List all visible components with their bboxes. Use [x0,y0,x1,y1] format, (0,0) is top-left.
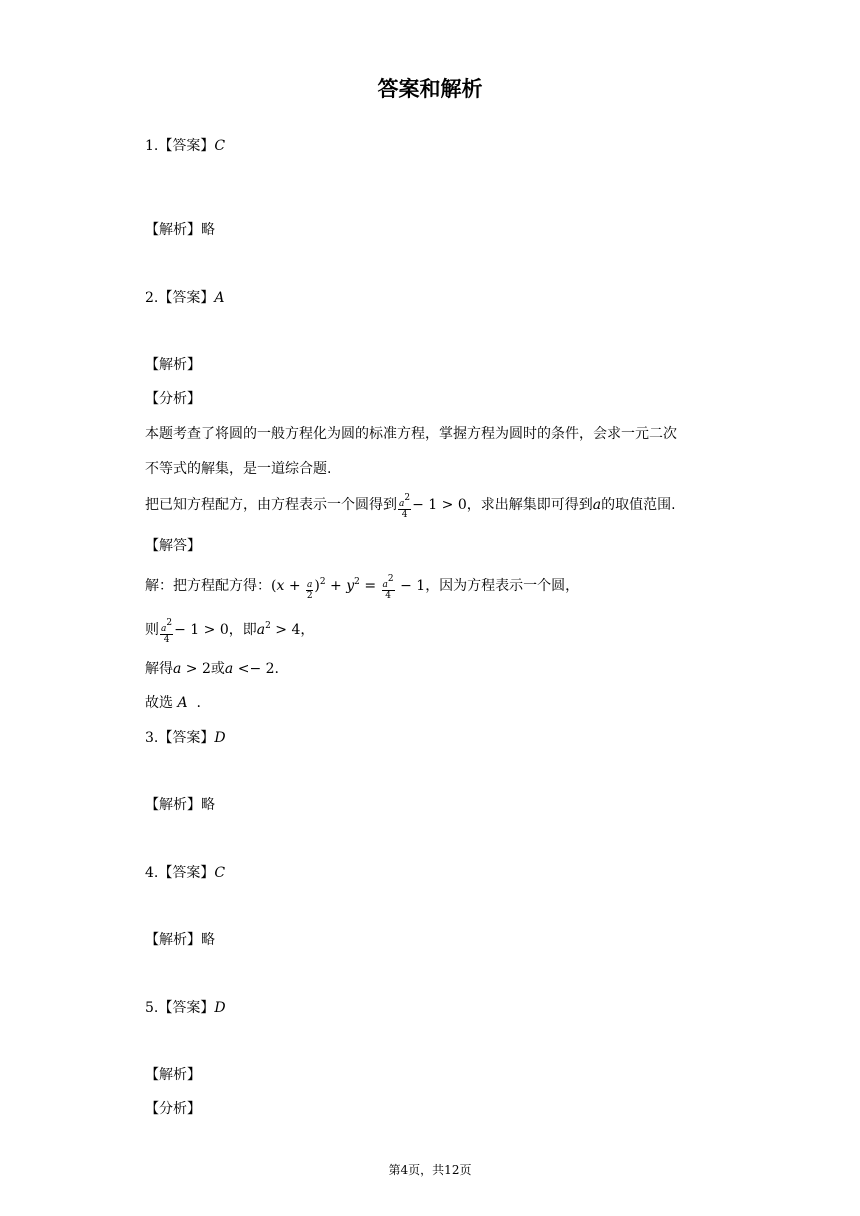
fraction-a2-over-4: $\frac{a^2}{4}$ [161,618,173,645]
fraction-a2-over-4: $\frac{a^2}{4}$ [382,574,394,601]
page-title: 答案和解析 [377,77,483,101]
q1-analysis-line: 【解析】略 [145,222,215,238]
page-footer: 第4页，共12页 [388,1163,472,1177]
q2-solution-line-1: 解：把方程配方得：(x + $\frac{a}{2}$ )$^2 + y^2$ = $\frac{a^2}{4}$ − 1，因为方程表示一个圆， [145,574,580,601]
fraction-a-over-2: $\frac{a}{2}$ [306,580,313,601]
q2-solution-line-2: 则 $\frac{a^2}{4}$ − 1 > 0，即$a^2 > 4$， [145,618,315,645]
q2-fenxi-line-3: 把已知方程配方，由方程表示一个圆得到 $\frac{a^2}{4}$ − 1 > 0，求出解集即可得到a的取值范围. [145,493,676,520]
q2-fenxi-line-2: 不等式的解集，是一道综合题. [145,461,332,477]
q5-fenxi-tag: 【分析】 [145,1101,201,1117]
q2-solution-line-3: 解得a > 2或a <− 2. [145,661,279,677]
q2-jieda-tag: 【解答】 [145,538,201,554]
q1-answer-line: 1.【答案】C [145,138,226,154]
q4-analysis-line: 【解析】略 [145,932,215,948]
fraction-a2-over-4: $\frac{a^2}{4}$ [399,493,411,520]
q2-fenxi-line-1: 本题考查了将圆的一般方程化为圆的标准方程，掌握方程为圆时的条件，会求一元二次 [145,426,677,442]
q3-analysis-line: 【解析】略 [145,797,215,813]
q4-answer-line: 4.【答案】C [145,865,226,881]
q2-solution-line-4: 故选 A . [145,695,201,711]
q5-analysis-tag: 【解析】 [145,1067,201,1083]
q2-analysis-tag: 【解析】 [145,357,201,373]
q3-answer-line: 3.【答案】D [145,730,226,746]
q2-answer-line: 2.【答案】A [145,290,225,306]
q2-fenxi-tag: 【分析】 [145,391,201,407]
q5-answer-line: 5.【答案】D [145,1000,226,1016]
